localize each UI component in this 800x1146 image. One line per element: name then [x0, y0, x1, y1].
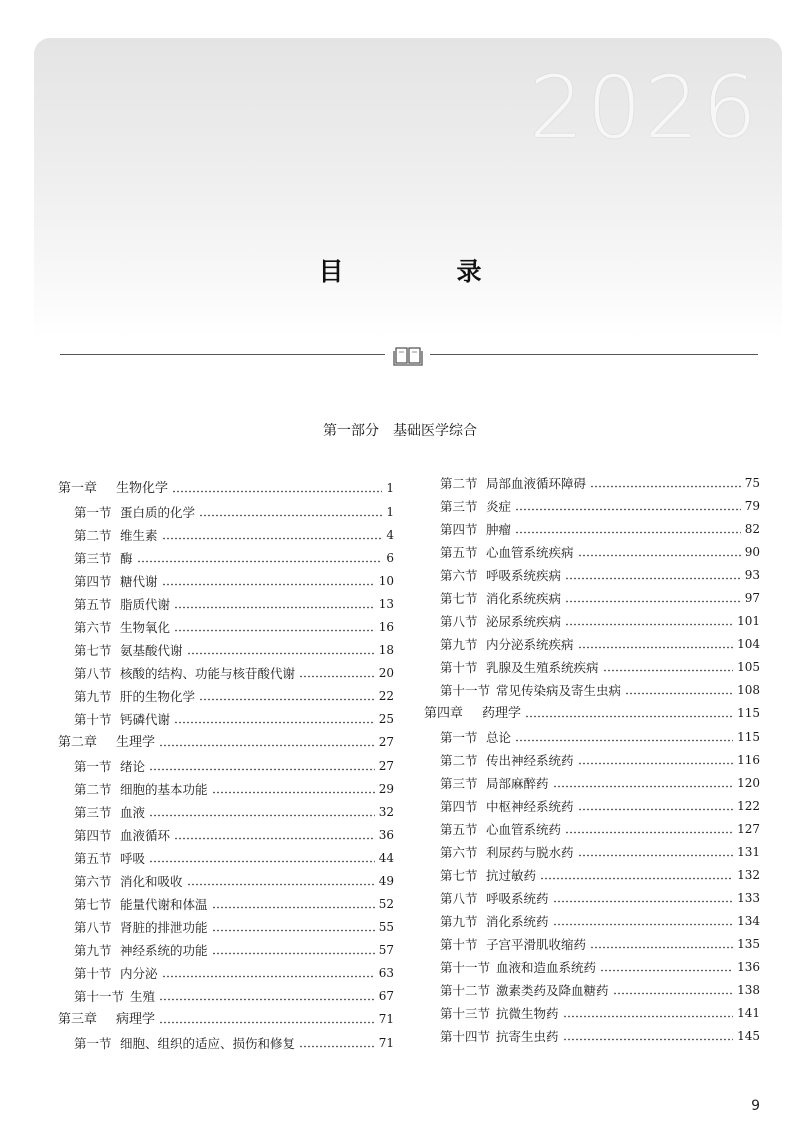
dot-leader [565, 600, 741, 603]
toc-section-entry[interactable] [424, 591, 760, 606]
entry-title: 消化系统药 [486, 914, 549, 929]
entry-label: 第五节 [440, 545, 478, 560]
entry-title: 炎症 [486, 499, 512, 514]
dot-leader [187, 883, 375, 886]
toc-section-entry[interactable] [58, 897, 394, 912]
toc-section-entry[interactable] [424, 637, 760, 652]
page-number: 9 [751, 1098, 760, 1114]
dot-leader [625, 692, 733, 695]
dot-leader [159, 1021, 375, 1024]
toc-section-entry[interactable] [58, 828, 394, 843]
entry-title: 中枢神经系统药 [486, 799, 574, 814]
entry-page-number: 67 [378, 989, 394, 1003]
toc-section-entry[interactable] [58, 874, 394, 889]
dot-leader [212, 952, 375, 955]
dot-leader [563, 1015, 734, 1018]
dot-leader [578, 554, 741, 557]
entry-page-number: 75 [744, 476, 760, 490]
entry-label: 第一节 [74, 759, 112, 774]
entry-page-number: 18 [378, 643, 394, 657]
entry-label: 第九节 [440, 914, 478, 929]
dot-leader [578, 808, 734, 811]
dot-leader [137, 560, 383, 563]
entry-title: 细胞的基本功能 [120, 782, 208, 797]
entry-page-number: 1 [386, 481, 394, 495]
dot-leader [159, 998, 375, 1001]
entry-label: 第六节 [74, 620, 112, 635]
entry-title: 药理学 [482, 706, 522, 721]
dot-leader [565, 623, 733, 626]
dot-leader [174, 721, 375, 724]
divider-right [430, 354, 758, 355]
entry-page-number: 22 [378, 689, 394, 703]
entry-title: 核酸的结构、功能与核苷酸代谢 [120, 666, 296, 681]
toc-section-entry[interactable] [424, 614, 760, 629]
toc-section-entry[interactable] [424, 522, 760, 537]
dot-leader [515, 739, 733, 742]
entry-title: 生理学 [116, 735, 156, 750]
dot-leader [172, 490, 382, 493]
entry-label: 第七节 [74, 897, 112, 912]
entry-page-number: 97 [744, 591, 760, 605]
entry-label: 第六节 [440, 568, 478, 583]
book-icon [393, 344, 423, 366]
entry-title: 糖代谢 [120, 574, 158, 589]
entry-page-number: 71 [378, 1036, 394, 1050]
entry-page-number: 132 [737, 868, 760, 882]
entry-label: 第二节 [440, 476, 478, 491]
toc-section-entry[interactable] [58, 1036, 394, 1051]
entry-page-number: 138 [737, 983, 760, 997]
dot-leader [553, 900, 734, 903]
toc-section-entry[interactable] [58, 920, 394, 935]
toc-chapter-entry[interactable] [58, 1012, 394, 1027]
entry-label: 第四节 [74, 828, 112, 843]
dot-leader [212, 929, 375, 932]
entry-page-number: 49 [378, 874, 394, 888]
entry-title: 血液循环 [120, 828, 171, 843]
toc-section-entry[interactable] [424, 730, 760, 745]
entry-label: 第二节 [440, 753, 478, 768]
toc-section-entry[interactable] [58, 782, 394, 797]
dot-leader [553, 785, 734, 788]
dot-leader [199, 698, 375, 701]
entry-page-number: 27 [378, 735, 394, 749]
dot-leader [162, 975, 375, 978]
entry-page-number: 127 [737, 822, 760, 836]
entry-title: 常见传染病及寄生虫病 [496, 683, 622, 698]
entry-label: 第七节 [74, 643, 112, 658]
entry-title: 呼吸系统药 [486, 891, 549, 906]
entry-title: 传出神经系统药 [486, 753, 574, 768]
dot-leader [149, 768, 375, 771]
entry-label: 第六节 [440, 845, 478, 860]
entry-label: 第九节 [74, 943, 112, 958]
entry-label: 第十四节 [440, 1029, 491, 1044]
dot-leader [159, 744, 375, 747]
toc-section-entry[interactable] [58, 505, 394, 520]
toc-section-entry[interactable] [424, 845, 760, 860]
year-watermark: 2026 [529, 58, 760, 158]
entry-label: 第五节 [74, 597, 112, 612]
part-title: 第一部分 基础医学综合 [323, 423, 477, 439]
entry-title: 脂质代谢 [120, 597, 171, 612]
entry-title: 绪论 [120, 759, 146, 774]
toc-chapter-entry[interactable] [58, 481, 394, 496]
toc-section-entry[interactable] [58, 597, 394, 612]
toc-section-entry[interactable] [58, 620, 394, 635]
entry-page-number: 93 [744, 568, 760, 582]
entry-title: 乳腺及生殖系统疾病 [486, 660, 599, 675]
dot-leader [149, 814, 375, 817]
entry-page-number: 29 [378, 782, 394, 796]
entry-page-number: 57 [378, 943, 394, 957]
divider-left [60, 354, 385, 355]
dot-leader [578, 646, 734, 649]
entry-label: 第五节 [440, 822, 478, 837]
entry-title: 心血管系统药 [486, 822, 562, 837]
entry-title: 抗过敏药 [486, 868, 537, 883]
toc-section-entry[interactable] [424, 776, 760, 791]
toc-section-entry[interactable] [424, 891, 760, 906]
toc-section-entry[interactable] [424, 868, 760, 883]
entry-page-number: 71 [378, 1012, 394, 1026]
toc-section-entry[interactable] [58, 643, 394, 658]
dot-leader [600, 969, 733, 972]
entry-label: 第四节 [440, 799, 478, 814]
entry-title: 生殖 [130, 989, 156, 1004]
entry-title: 抗寄生虫药 [496, 1029, 559, 1044]
toc-section-entry[interactable] [58, 666, 394, 681]
entry-page-number: 90 [744, 545, 760, 559]
toc-section-entry[interactable] [424, 499, 760, 514]
entry-label: 第一章 [58, 481, 98, 496]
entry-page-number: 120 [737, 776, 760, 790]
entry-title: 肝的生物化学 [120, 689, 196, 704]
dot-leader [540, 877, 733, 880]
dot-leader [515, 531, 741, 534]
entry-page-number: 79 [744, 499, 760, 513]
entry-page-number: 1 [386, 505, 394, 519]
toc-section-entry[interactable] [58, 851, 394, 866]
entry-page-number: 101 [737, 614, 760, 628]
entry-label: 第三节 [74, 551, 112, 566]
toc-section-entry[interactable] [424, 937, 760, 952]
entry-title: 利尿药与脱水药 [486, 845, 574, 860]
entry-title: 总论 [486, 730, 512, 745]
dot-leader [603, 669, 734, 672]
entry-label: 第十一节 [74, 989, 125, 1004]
entry-title: 心血管系统疾病 [486, 545, 574, 560]
entry-page-number: 32 [378, 805, 394, 819]
toc-left-column [58, 476, 394, 1059]
toc-section-entry[interactable] [424, 660, 760, 675]
dot-leader [565, 577, 741, 580]
entry-page-number: 104 [737, 637, 760, 651]
entry-title: 肿瘤 [486, 522, 512, 537]
entry-title: 内分泌 [120, 966, 158, 981]
entry-label: 第十节 [74, 712, 112, 727]
entry-label: 第四节 [440, 522, 478, 537]
entry-page-number: 10 [378, 574, 394, 588]
entry-page-number: 27 [378, 759, 394, 773]
dot-leader [299, 675, 375, 678]
entry-page-number: 16 [378, 620, 394, 634]
toc-section-entry[interactable] [58, 759, 394, 774]
entry-label: 第三节 [440, 499, 478, 514]
entry-title: 抗微生物药 [496, 1006, 559, 1021]
entry-label: 第十节 [74, 966, 112, 981]
toc-section-entry[interactable] [58, 712, 394, 727]
dot-leader [199, 514, 382, 517]
toc-section-entry[interactable] [424, 545, 760, 560]
entry-title: 呼吸 [120, 851, 146, 866]
entry-page-number: 133 [737, 891, 760, 905]
dot-leader [212, 906, 375, 909]
entry-label: 第十节 [440, 937, 478, 952]
toc-section-entry[interactable] [58, 574, 394, 589]
entry-title: 局部血液循环障碍 [486, 476, 587, 491]
toc-section-entry[interactable] [424, 914, 760, 929]
entry-page-number: 122 [737, 799, 760, 813]
entry-page-number: 115 [737, 730, 760, 744]
entry-title: 消化系统疾病 [486, 591, 562, 606]
entry-title: 子宫平滑肌收缩药 [486, 937, 587, 952]
header-banner [34, 38, 782, 338]
dot-leader [174, 629, 375, 632]
dot-leader [565, 831, 733, 834]
entry-title: 维生素 [120, 528, 158, 543]
dot-leader [578, 762, 734, 765]
entry-page-number: 136 [737, 960, 760, 974]
entry-label: 第八节 [74, 666, 112, 681]
entry-page-number: 4 [386, 528, 394, 542]
entry-page-number: 135 [737, 937, 760, 951]
entry-label: 第二节 [74, 782, 112, 797]
entry-title: 能量代谢和体温 [120, 897, 208, 912]
entry-page-number: 63 [378, 966, 394, 980]
toc-chapter-entry[interactable] [58, 735, 394, 750]
entry-label: 第六节 [74, 874, 112, 889]
dot-leader [578, 854, 734, 857]
dot-leader [299, 1045, 375, 1048]
entry-page-number: 82 [744, 522, 760, 536]
toc-section-entry[interactable] [424, 683, 760, 698]
entry-page-number: 108 [737, 683, 760, 697]
entry-title: 局部麻醉药 [486, 776, 549, 791]
toc-section-entry[interactable] [424, 753, 760, 768]
toc-section-entry[interactable] [424, 568, 760, 583]
entry-title: 蛋白质的化学 [120, 505, 196, 520]
entry-title: 神经系统的功能 [120, 943, 208, 958]
entry-label: 第三节 [74, 805, 112, 820]
entry-page-number: 20 [378, 666, 394, 680]
dot-leader [553, 923, 734, 926]
toc-section-entry[interactable] [424, 1029, 760, 1044]
entry-label: 第八节 [440, 614, 478, 629]
entry-page-number: 25 [378, 712, 394, 726]
entry-title: 呼吸系统疾病 [486, 568, 562, 583]
entry-title: 病理学 [116, 1012, 156, 1027]
toc-chapter-entry[interactable] [424, 706, 760, 721]
entry-label: 第一节 [440, 730, 478, 745]
dot-leader [174, 837, 375, 840]
entry-page-number: 145 [737, 1029, 760, 1043]
entry-title: 内分泌系统疾病 [486, 637, 574, 652]
entry-label: 第十一节 [440, 960, 491, 975]
dot-leader [590, 485, 741, 488]
entry-label: 第三节 [440, 776, 478, 791]
entry-label: 第五节 [74, 851, 112, 866]
entry-label: 第八节 [74, 920, 112, 935]
dot-leader [525, 715, 733, 718]
dot-leader [613, 992, 734, 995]
toc-section-entry[interactable] [424, 822, 760, 837]
toc-section-entry[interactable] [58, 943, 394, 958]
entry-page-number: 115 [737, 706, 760, 720]
dot-leader [162, 537, 383, 540]
entry-title: 细胞、组织的适应、损伤和修复 [120, 1036, 296, 1051]
toc-section-entry[interactable] [58, 989, 394, 1004]
entry-title: 钙磷代谢 [120, 712, 171, 727]
toc-section-entry[interactable] [424, 476, 760, 491]
dot-leader [174, 606, 375, 609]
toc-section-entry[interactable] [58, 966, 394, 981]
entry-page-number: 13 [378, 597, 394, 611]
entry-page-number: 134 [737, 914, 760, 928]
entry-label: 第四章 [424, 706, 464, 721]
dot-leader [162, 583, 375, 586]
dot-leader [590, 946, 733, 949]
toc-section-entry[interactable] [424, 799, 760, 814]
entry-label: 第二章 [58, 735, 98, 750]
entry-title: 肾脏的排泄功能 [120, 920, 208, 935]
entry-label: 第四节 [74, 574, 112, 589]
toc-section-entry[interactable] [58, 689, 394, 704]
dot-leader [149, 860, 375, 863]
dot-leader [212, 791, 375, 794]
entry-label: 第三章 [58, 1012, 98, 1027]
entry-title: 泌尿系统疾病 [486, 614, 562, 629]
entry-page-number: 131 [737, 845, 760, 859]
entry-label: 第一节 [74, 505, 112, 520]
entry-title: 激素类药及降血糖药 [496, 983, 609, 998]
entry-label: 第二节 [74, 528, 112, 543]
entry-page-number: 116 [737, 753, 760, 767]
dot-leader [187, 652, 375, 655]
entry-title: 生物氧化 [120, 620, 171, 635]
entry-label: 第九节 [440, 637, 478, 652]
entry-page-number: 105 [737, 660, 760, 674]
entry-title: 消化和吸收 [120, 874, 183, 889]
entry-label: 第七节 [440, 591, 478, 606]
entry-page-number: 141 [737, 1006, 760, 1020]
entry-label: 第八节 [440, 891, 478, 906]
dot-leader [563, 1038, 734, 1041]
entry-page-number: 44 [378, 851, 394, 865]
entry-title: 血液和造血系统药 [496, 960, 597, 975]
entry-label: 第十节 [440, 660, 478, 675]
entry-title: 氨基酸代谢 [120, 643, 183, 658]
entry-page-number: 6 [386, 551, 394, 565]
toc-right-column [424, 476, 760, 1052]
page-title: 目 录 [318, 257, 526, 286]
entry-title: 生物化学 [116, 481, 169, 496]
entry-label: 第一节 [74, 1036, 112, 1051]
entry-label: 第七节 [440, 868, 478, 883]
entry-page-number: 36 [378, 828, 394, 842]
toc-section-entry[interactable] [424, 960, 760, 975]
toc-section-entry[interactable] [58, 805, 394, 820]
entry-label: 第十三节 [440, 1006, 491, 1021]
toc-section-entry[interactable] [424, 983, 760, 998]
toc-section-entry[interactable] [58, 551, 394, 566]
entry-title: 血液 [120, 805, 146, 820]
entry-title: 酶 [120, 551, 133, 566]
entry-label: 第十二节 [440, 983, 491, 998]
entry-label: 第九节 [74, 689, 112, 704]
toc-section-entry[interactable] [424, 1006, 760, 1021]
entry-page-number: 52 [378, 897, 394, 911]
entry-label: 第十一节 [440, 683, 491, 698]
toc-section-entry[interactable] [58, 528, 394, 543]
entry-page-number: 55 [378, 920, 394, 934]
dot-leader [515, 508, 741, 511]
